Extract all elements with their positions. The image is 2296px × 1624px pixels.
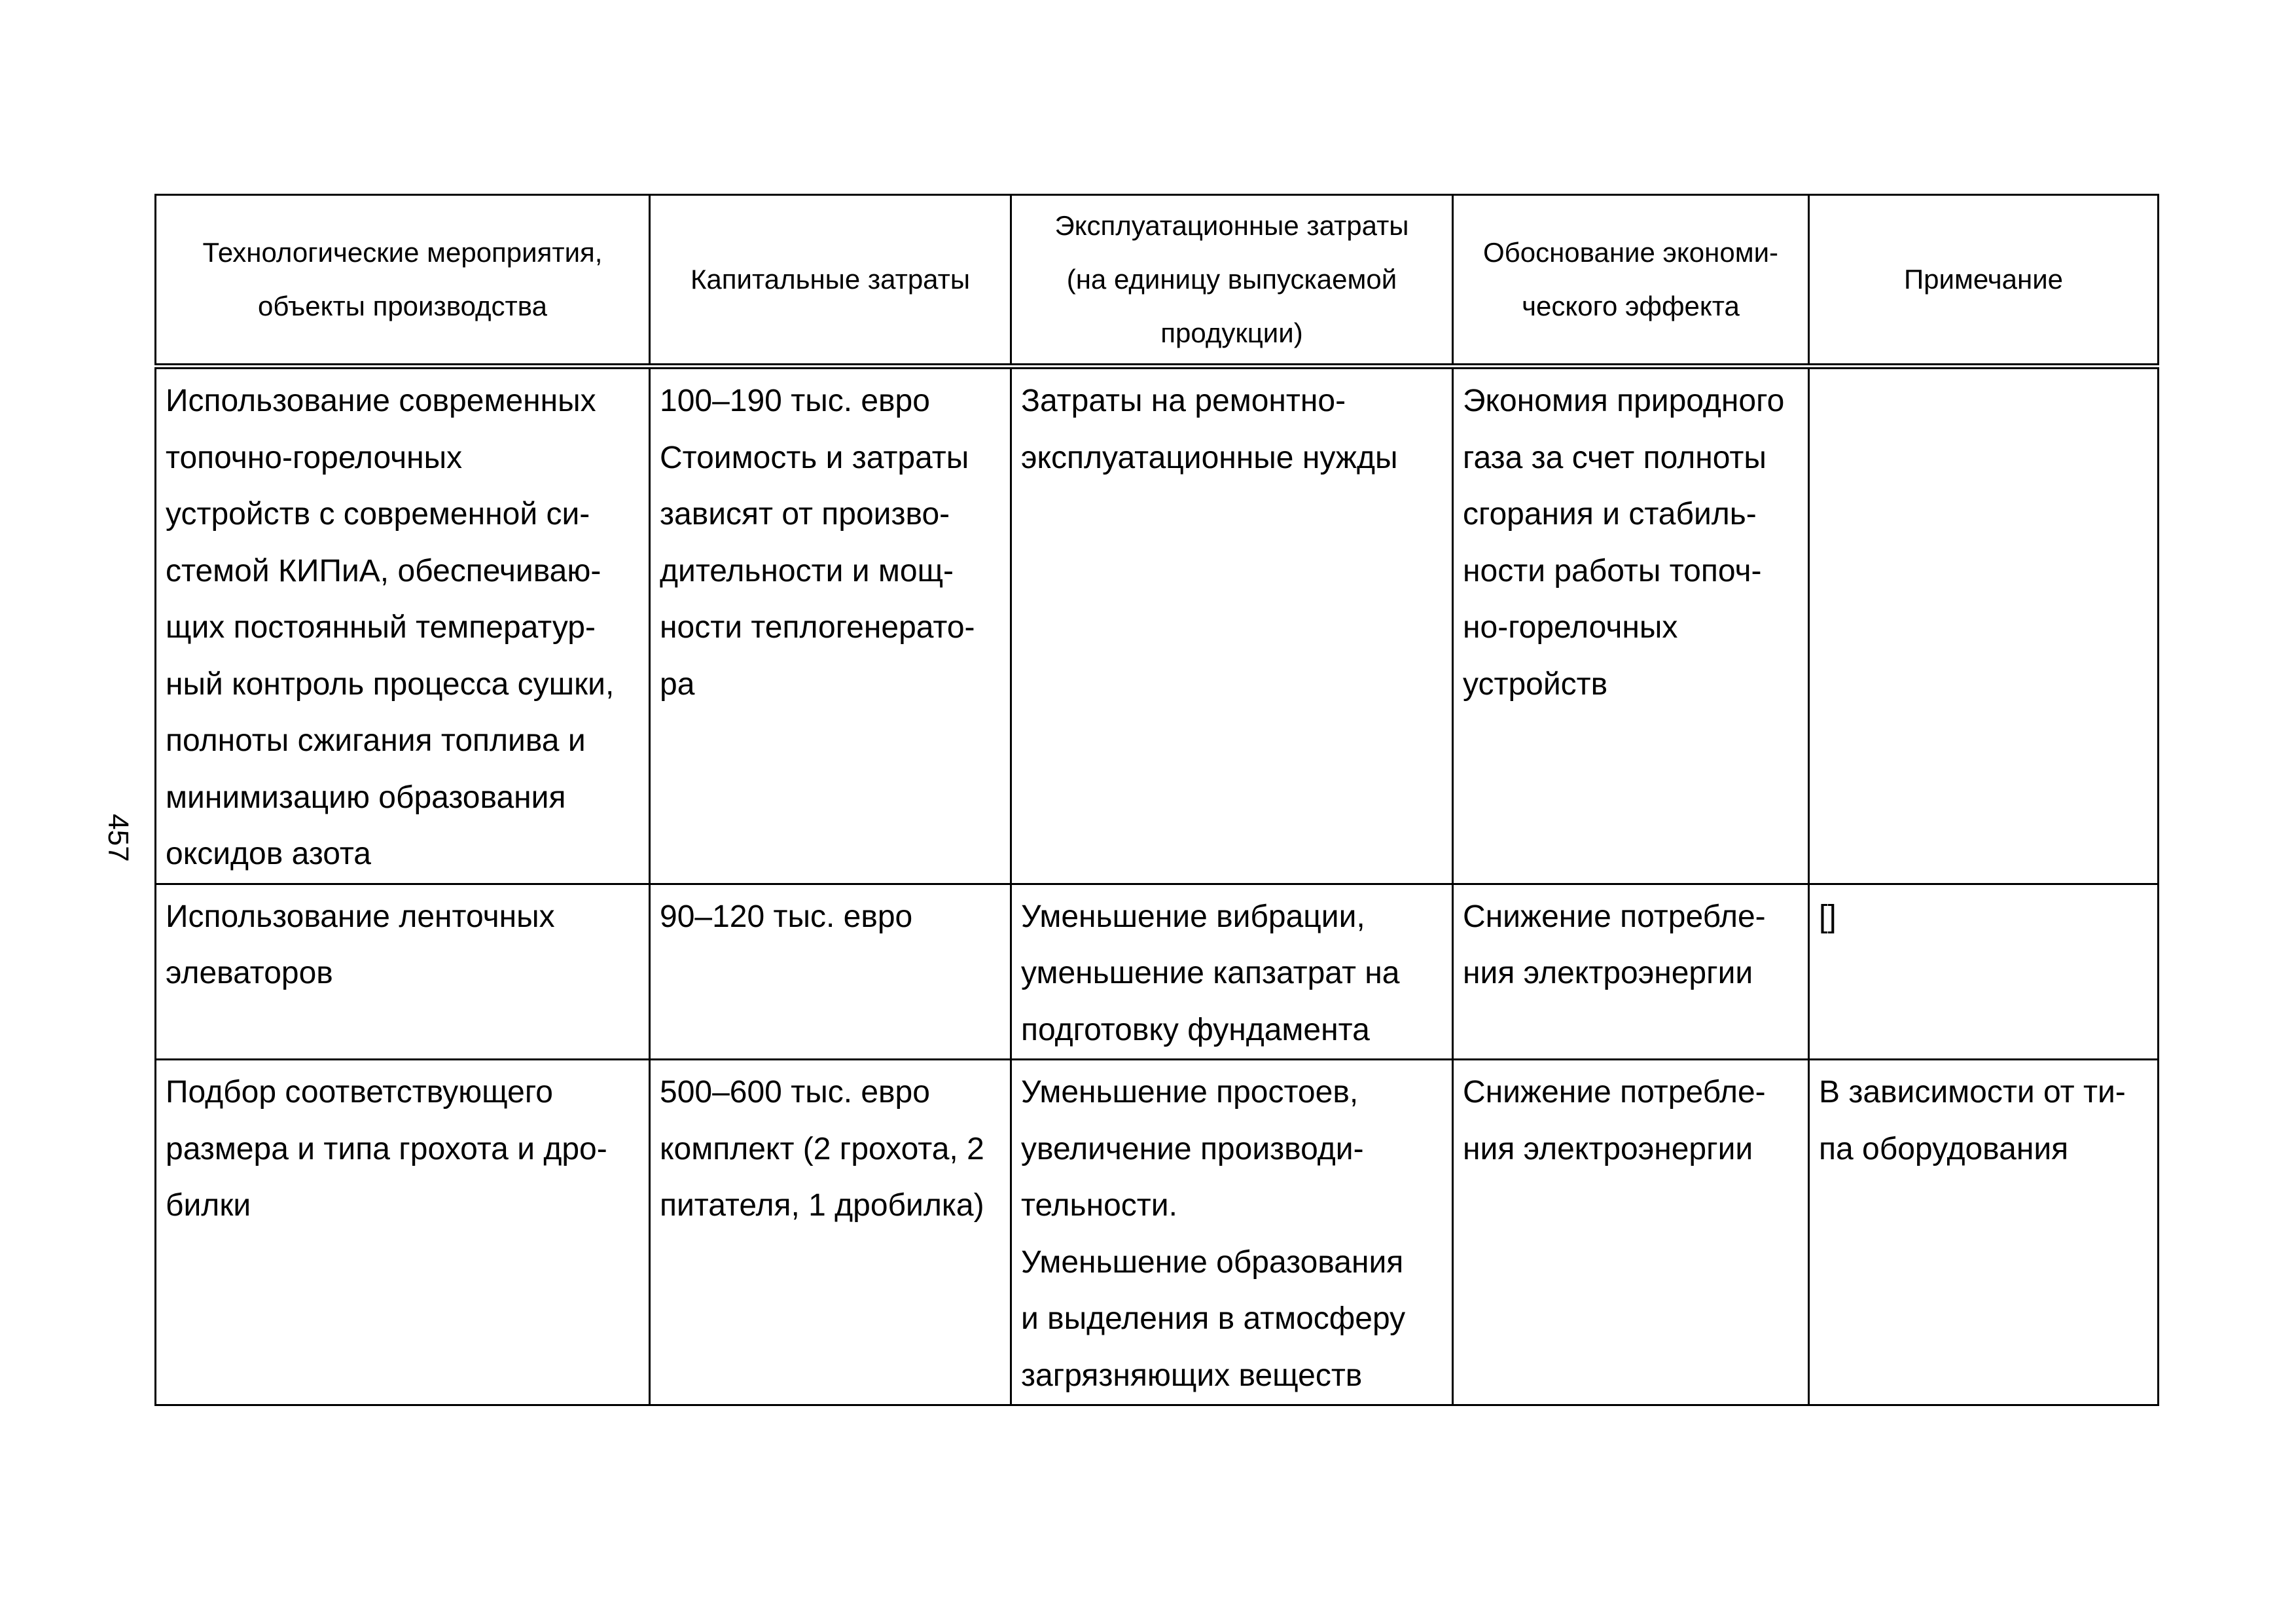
cell-text-line: Снижение потребле- [1463, 1075, 1766, 1110]
cell-capital-costs [650, 367, 1011, 884]
cell-text-line: газа за счет полноты [1463, 440, 1767, 475]
cell-text-line: Обоснование экономи- [1482, 237, 1779, 268]
cell-text-line: уменьшение капзатрат на [1021, 956, 1400, 990]
cell-text-line: Технологические мероприятия, [202, 237, 603, 268]
cell-note [1809, 367, 2159, 884]
cell-text-line: минимизацию образования [166, 780, 566, 815]
cell-text-line: размера и типа грохота и дро- [166, 1131, 607, 1166]
cell-text-line: Уменьшение образования [1021, 1244, 1404, 1280]
cell-text-line: билки [166, 1188, 251, 1223]
cell-text-line: Стоимость и затраты [660, 440, 969, 475]
header-economic-justification [1453, 195, 1809, 367]
cell-capital-costs [650, 1060, 1011, 1405]
cell-text-line: дительности и мощ- [660, 553, 954, 588]
cell-text-line: Примечание [1903, 264, 2064, 295]
cell-text-line: подготовку фундамента [1021, 1012, 1370, 1047]
cell-text-line: Затраты на ремонтно- [1021, 384, 1346, 418]
cell-text-line: Снижение потребле- [1463, 899, 1766, 934]
cell-text-line: Использование ленточных [166, 899, 555, 934]
cell-text-line: элеваторов [166, 956, 333, 990]
cell-text-line: В зависимости от ти- [1819, 1075, 2126, 1110]
cell-economic-justification [1453, 1060, 1809, 1405]
cell-text-line: ности работы топоч- [1463, 553, 1762, 588]
cell-text-line: комплект (2 грохота, 2 [660, 1131, 984, 1166]
cell-text-line: тельности. [1021, 1188, 1177, 1223]
cell-operating-costs [1011, 884, 1453, 1060]
cell-text-line: устройств с современной си- [166, 497, 590, 532]
cell-text-line: ра [660, 666, 695, 702]
cell-text-line: топочно-горелочных [166, 440, 463, 475]
cell-text-line: 100–190 тыс. евро [660, 384, 930, 418]
cell-text-line: Подбор соответствующего [166, 1075, 553, 1110]
cell-text-line: [] [1819, 899, 1837, 934]
cell-text-line: стемой КИПиА, обеспечиваю- [166, 553, 601, 588]
cell-text-line: Уменьшение простоев, [1021, 1075, 1359, 1110]
cell-text-line: Использование современных [166, 384, 596, 418]
cell-text-line: щих постоянный температур- [166, 610, 596, 645]
table-row [156, 1060, 2159, 1405]
table-header-row [156, 195, 2159, 367]
table-row [156, 884, 2159, 1060]
cell-operating-costs [1011, 367, 1453, 884]
cell-text-line: устройств [1463, 666, 1608, 702]
cell-text-line: Уменьшение вибрации, [1021, 899, 1365, 934]
header-capital-costs [650, 195, 1011, 367]
cell-measure [156, 1060, 650, 1405]
cell-text-line: питателя, 1 дробилка) [660, 1188, 984, 1223]
cell-text-line: ный контроль процесса сушки, [166, 666, 615, 702]
header-note [1809, 195, 2159, 367]
cell-text-line: ности теплогенерато- [660, 610, 975, 645]
cell-text-line: (на единицу выпускаемой [1066, 264, 1397, 295]
cell-text-line: ния электроэнергии [1463, 1131, 1753, 1166]
cell-capital-costs [650, 884, 1011, 1060]
cell-measure [156, 367, 650, 884]
cell-text-line: увеличение производи- [1021, 1131, 1364, 1166]
cell-operating-costs [1011, 1060, 1453, 1405]
cell-text-line: 500–600 тыс. евро [660, 1075, 930, 1110]
cell-text-line: Экономия природного [1463, 384, 1785, 418]
cell-text-line: объекты производства [258, 291, 547, 321]
cell-economic-justification [1453, 367, 1809, 884]
cell-economic-justification [1453, 884, 1809, 1060]
cell-measure [156, 884, 650, 1060]
cell-text-line: продукции) [1160, 317, 1303, 348]
cell-text-line: эксплуатационные нужды [1021, 440, 1398, 475]
cell-text-line: 90–120 тыс. евро [660, 899, 913, 934]
cell-text-line: ния электроэнергии [1463, 956, 1753, 990]
cell-note [1809, 884, 2159, 1060]
cell-text-line: Капитальные затраты [690, 264, 971, 295]
table-row [156, 367, 2159, 884]
cell-text-line: па оборудования [1819, 1131, 2069, 1166]
cell-text-line: зависят от произво- [660, 497, 950, 532]
cell-text-line: сгорания и стабиль- [1463, 497, 1757, 532]
cell-text-line: но-горелочных [1463, 610, 1678, 645]
measures-table [154, 194, 2159, 1406]
header-operating-costs [1011, 195, 1453, 367]
cell-text-line: загрязняющих веществ [1021, 1358, 1363, 1393]
cell-text-line: полноты сжигания топлива и [166, 723, 586, 758]
cell-text-line: ческого эффекта [1522, 291, 1740, 321]
cell-text-line: оксидов азота [166, 837, 371, 871]
cell-text-line: Эксплуатационные затраты [1054, 210, 1409, 241]
header-measures [156, 195, 650, 367]
cell-text-line: и выделения в атмосферу [1021, 1301, 1406, 1336]
page-number: 457 [102, 814, 134, 862]
cell-note [1809, 1060, 2159, 1405]
